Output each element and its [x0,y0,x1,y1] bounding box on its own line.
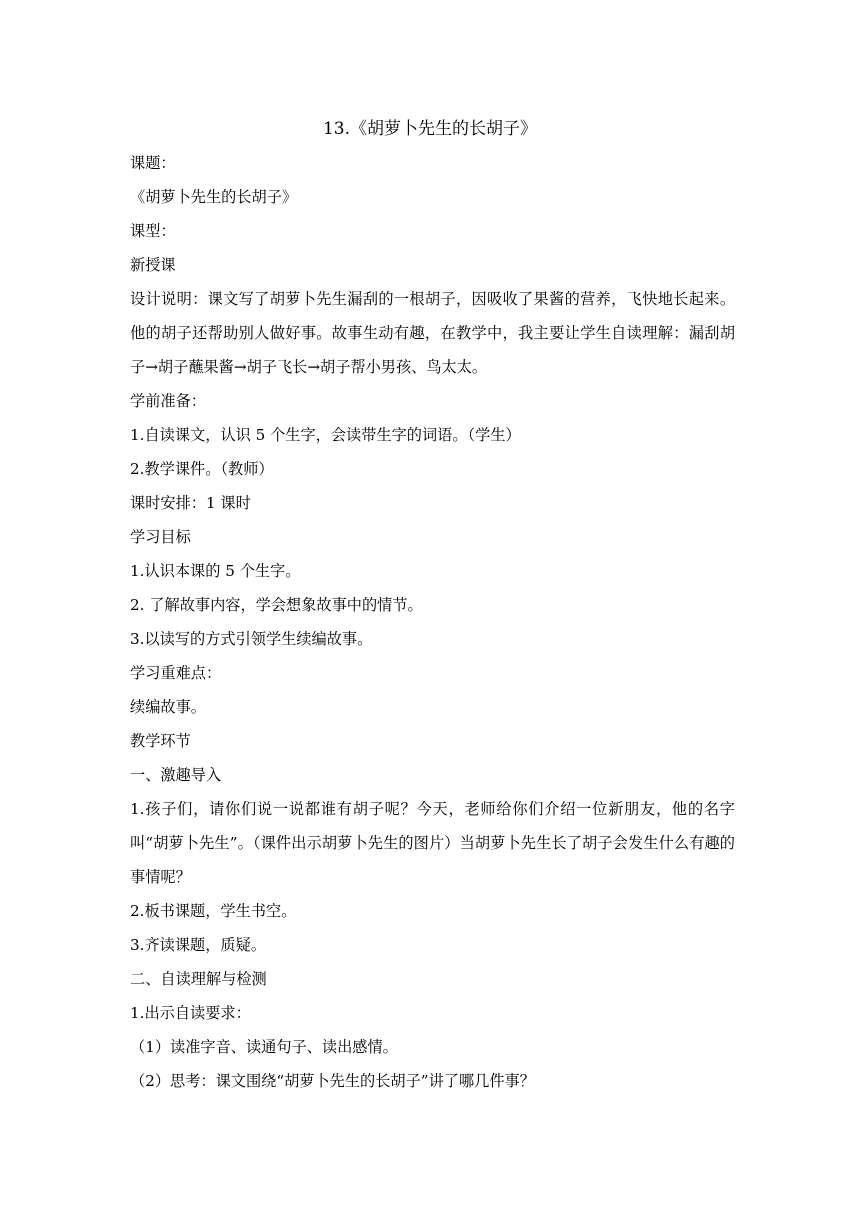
label-lesson-type: 课型： [130,222,176,240]
label-learning-goals: 学习目标 [130,528,191,546]
step-1-paragraph: 1.孩子们，请你们说一说都谁有胡子呢？今天，老师给你们介绍一位新朋友，他的名字叫“胡萝卜先生”。（课件出示胡萝卜先生的图片）当胡萝卜先生长了胡子会发生什么有趣的事情呢？ [130,800,735,886]
label-key-difficulty: 学习重难点： [130,664,222,682]
step-2-item-1: 1.出示自读要求： [130,1004,251,1022]
section-heading-2: 二、自读理解与检测 [130,970,267,988]
goal-item-2: 2. 了解故事内容，学会想象故事中的情节。 [130,596,423,614]
section-heading-1: 一、激趣导入 [130,766,222,784]
label-topic: 课题： [130,154,176,172]
step-2-subitem-2: （2）思考：课文围绕“胡萝卜先生的长胡子”讲了哪几件事？ [130,1072,535,1090]
document-title: 13.《胡萝卜先生的长胡子》 [322,119,538,139]
goal-item-3: 3.以读写的方式引领学生续编故事。 [130,630,373,648]
preparation-item-1: 1.自读课文，认识 5 个生字，会读带生字的词语。（学生） [130,426,521,444]
step-2-subitem-1: （1）读准字音、读通句子、读出感情。 [130,1038,398,1056]
step-1-item-2: 2.板书课题，学生书空。 [130,902,297,920]
label-preparation: 学前准备： [130,392,206,410]
label-teaching-steps: 教学环节 [130,732,191,750]
lesson-type-value: 新授课 [130,256,176,274]
class-schedule: 课时安排：1 课时 [130,494,251,512]
document-body [130,151,735,1103]
goal-item-1: 1.认识本课的 5 个生字。 [130,562,301,580]
step-1-item-3: 3.齐读课题，质疑。 [130,936,266,954]
key-difficulty-value: 续编故事。 [130,698,206,716]
preparation-item-2: 2.教学课件。（教师） [130,460,274,478]
design-description: 设计说明：课文写了胡萝卜先生漏刮的一根胡子，因吸收了果酱的营养，飞快地长起来。他的胡子还帮助别人做好事。故事生动有趣，在教学中，我主要让学生自读理解：漏刮胡子→胡子蘸果酱→胡子飞长→胡子帮小男孩、鸟太太。 [130,290,735,376]
topic-value: 《胡萝卜先生的长胡子》 [130,188,298,206]
